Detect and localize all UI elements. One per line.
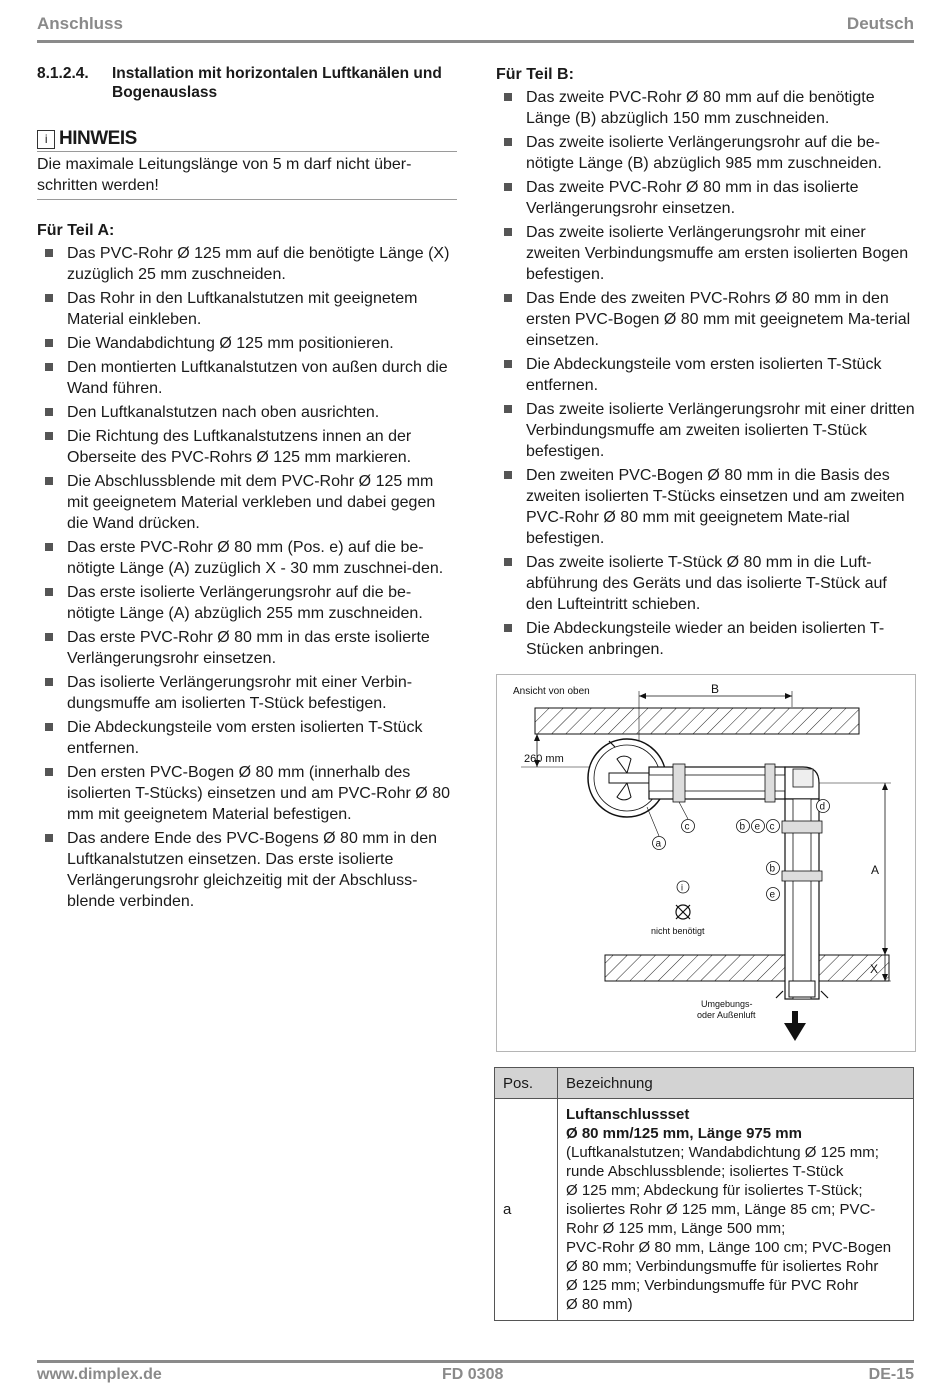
row-description xyxy=(558,1099,914,1321)
dim-260-arrow-top xyxy=(534,734,540,741)
list-item: Das zweite isolierte Verlängerungsrohr mit einer zweiten Verbindungsmuffe am ersten isolierten Bogen befestigen. xyxy=(496,222,916,285)
row-line: PVC-Rohr Ø 80 mm, Länge 100 cm; PVC-Bogen xyxy=(566,1239,892,1256)
row-line: Rohr Ø 125 mm, Länge 500 mm; xyxy=(566,1220,786,1237)
dim-b-arrow-right xyxy=(785,693,792,699)
dim-260-label: 260 mm xyxy=(524,753,564,765)
hint-label: HINWEIS xyxy=(59,128,137,149)
row-title: Luftanschlussset xyxy=(566,1106,690,1123)
part-a-list xyxy=(37,243,457,912)
callout-c2-label: c xyxy=(769,821,775,833)
section-title: Installation mit horizontalen Luftkanälen und Bogenauslass xyxy=(112,65,442,101)
callout-a-label: a xyxy=(655,838,662,850)
row-line: Ø 125 mm; Abdeckung für isoliertes T-Stück; xyxy=(566,1182,863,1199)
col-header-name: Bezeichnung xyxy=(558,1068,914,1099)
row-line: Ø 125 mm; Verbindungsmuffe für PVC Rohr xyxy=(566,1277,859,1294)
hint-bottom-rule xyxy=(37,199,457,200)
table-row xyxy=(495,1099,914,1321)
list-item: Das Ende des zweiten PVC-Rohrs Ø 80 mm in den ersten PVC-Bogen Ø 80 mm mit geeignetem Ma-terial einsetzen. xyxy=(496,288,916,351)
air-label-2: oder Außenluft xyxy=(697,1010,756,1020)
list-item: Das zweite isolierte T-Stück Ø 80 mm in die Luft-abführung des Geräts und das isolierte T-Stück auf den Lufteintritt schieben. xyxy=(496,552,916,615)
footer-page-number: DE-15 xyxy=(868,1366,914,1383)
part-b-heading: Für Teil B: xyxy=(496,66,574,83)
row-pos: a xyxy=(495,1099,558,1321)
callout-c1-label: c xyxy=(684,821,690,833)
air-arrow-right xyxy=(821,991,828,998)
list-item: Das zweite isolierte Verlängerungsrohr mit einer dritten Verbindungsmuffe am zweiten isolierten T-Stück befestigen. xyxy=(496,399,916,462)
callout-b1-label: b xyxy=(739,821,746,833)
info-icon: i xyxy=(37,130,55,149)
part-a-heading: Für Teil A: xyxy=(37,222,115,239)
pvc-pipe-horizontal xyxy=(649,775,785,791)
callout-a-leader xyxy=(647,807,659,836)
dim-b-label: B xyxy=(711,682,720,696)
dim-b-arrow-left xyxy=(639,693,646,699)
connection-sleeve-2 xyxy=(765,764,775,802)
callout-e2-label: e xyxy=(769,889,776,901)
header-section-title: Anschluss xyxy=(37,14,123,33)
info-icon-figure xyxy=(677,881,689,893)
section-number: 8.1.2.4. xyxy=(37,65,89,82)
list-item: Den ersten PVC-Bogen Ø 80 mm (innerhalb des isolierten T-Stücks) einsetzen und am PVC-Rohr Ø 80 mm mit geeignetem Material befestigen. xyxy=(37,762,457,825)
top-wall xyxy=(535,708,859,734)
callout-c1-leader xyxy=(679,802,688,819)
installation-diagram xyxy=(496,674,916,1052)
connector-cross xyxy=(609,773,649,783)
list-item: Das PVC-Rohr Ø 125 mm auf die benötigte Länge (X) zuzüglich 25 mm zuschneiden. xyxy=(37,243,457,285)
air-label-1: Umgebungs- xyxy=(701,999,753,1009)
parts-table xyxy=(494,1067,914,1321)
list-item: Das zweite PVC-Rohr Ø 80 mm in das isolierte Verlängerungsrohr einsetzen. xyxy=(496,177,916,219)
footer-website: www.dimplex.de xyxy=(37,1366,162,1383)
list-item: Den zweiten PVC-Bogen Ø 80 mm in die Basis des zweiten isolierten T-Stücks einsetzen und am zweiten PVC-Rohr Ø 80 mm mit geeignetem Mate-rial befestigen. xyxy=(496,465,916,549)
air-down-arrow-head xyxy=(784,1023,806,1041)
air-arrow-left xyxy=(776,991,783,998)
hint-heading xyxy=(37,128,457,150)
callout-b2-label: b xyxy=(769,863,776,875)
connection-sleeve-4 xyxy=(782,871,822,881)
row-line: (Luftkanalstutzen; Wandabdichtung Ø 125 mm; xyxy=(566,1144,879,1161)
connection-sleeve-3 xyxy=(782,821,822,833)
list-item: Das erste PVC-Rohr Ø 80 mm (Pos. e) auf die be-nötigte Länge (A) zuzüglich X - 30 mm zuschnei-den. xyxy=(37,537,457,579)
list-item: Die Wandabdichtung Ø 125 mm positionieren. xyxy=(37,333,457,354)
table-header-row xyxy=(495,1068,914,1099)
connection-sleeve-1 xyxy=(673,764,685,802)
dim-x-label: X xyxy=(870,962,879,976)
hint-text: Die maximale Leitungslänge von 5 m darf nicht über-schritten werden! xyxy=(37,156,412,194)
footer-doc-code: FD 0308 xyxy=(442,1366,504,1383)
air-down-arrow-shaft xyxy=(792,1011,798,1025)
list-item: Das erste isolierte Verlängerungsrohr auf die be-nötigte Länge (A) abzüglich 255 mm zuschneiden. xyxy=(37,582,457,624)
list-item: Das erste PVC-Rohr Ø 80 mm in das erste isolierte Verlängerungsrohr einsetzen. xyxy=(37,627,457,669)
part-b-list xyxy=(496,87,916,660)
list-item: Das zweite isolierte Verlängerungsrohr auf die be-nötigte Länge (B) abzüglich 985 mm zuschneiden. xyxy=(496,132,916,174)
footer-divider xyxy=(37,1360,914,1363)
list-item: Das Rohr in den Luftkanalstutzen mit geeignetem Material einkleben. xyxy=(37,288,457,330)
elbow-cap xyxy=(793,769,813,787)
bottom-wall-right xyxy=(819,955,889,981)
list-item: Das zweite PVC-Rohr Ø 80 mm auf die benötigte Länge (B) abzüglich 150 mm zuschneiden. xyxy=(496,87,916,129)
left-column xyxy=(37,64,457,915)
dim-a-arrow-bottom xyxy=(882,948,888,955)
dim-a-arrow-top xyxy=(882,783,888,790)
row-line: Ø 80 mm; Verbindungsmuffe für isoliertes Rohr xyxy=(566,1258,879,1275)
row-line: isoliertes Rohr Ø 125 mm, Länge 85 cm; PVC- xyxy=(566,1201,876,1218)
header-language: Deutsch xyxy=(846,14,914,33)
row-line: runde Abschlussblende; isoliertes T-Stück xyxy=(566,1163,844,1180)
dim-a-label: A xyxy=(871,863,880,877)
right-column xyxy=(496,64,916,663)
list-item: Das andere Ende des PVC-Bogens Ø 80 mm in den Luftkanalstutzen einsetzen. Das erste isolierte Verlängerungsrohr gleichzeitig mit der Abschluss-blende verbinden. xyxy=(37,828,457,912)
list-item: Die Abschlussblende mit dem PVC-Rohr Ø 125 mm mit geeignetem Material verkleben und dabei gegen die Wand drücken. xyxy=(37,471,457,534)
info-symbol-label: i xyxy=(681,882,683,893)
row-line: Ø 80 mm) xyxy=(566,1296,633,1313)
col-header-pos: Pos. xyxy=(495,1068,558,1099)
list-item: Die Abdeckungsteile vom ersten isolierten T-Stück entfernen. xyxy=(37,717,457,759)
wall-outlet-cap xyxy=(789,981,815,997)
header-divider xyxy=(37,40,914,43)
row-subtitle: Ø 80 mm/125 mm, Länge 975 mm xyxy=(566,1125,802,1142)
bottom-wall-left xyxy=(605,955,785,981)
callout-d-label: d xyxy=(819,801,826,813)
list-item: Den montierten Luftkanalstutzen von außen durch die Wand führen. xyxy=(37,357,457,399)
view-label: Ansicht von oben xyxy=(513,686,590,697)
list-item: Den Luftkanalstutzen nach oben ausrichten. xyxy=(37,402,457,423)
callout-e1-label: e xyxy=(754,821,761,833)
list-item: Die Abdeckungsteile wieder an beiden isolierten T-Stücken anbringen. xyxy=(496,618,916,660)
not-needed-label: nicht benötigt xyxy=(651,926,705,936)
list-item: Die Richtung des Luftkanalstutzens innen an der Oberseite des PVC-Rohrs Ø 125 mm markieren. xyxy=(37,426,457,468)
section-heading xyxy=(37,64,457,102)
list-item: Das isolierte Verlängerungsrohr mit einer Verbin-dungsmuffe am isolierten T-Stück befestigen. xyxy=(37,672,457,714)
list-item: Die Abdeckungsteile vom ersten isolierten T-Stück entfernen. xyxy=(496,354,916,396)
